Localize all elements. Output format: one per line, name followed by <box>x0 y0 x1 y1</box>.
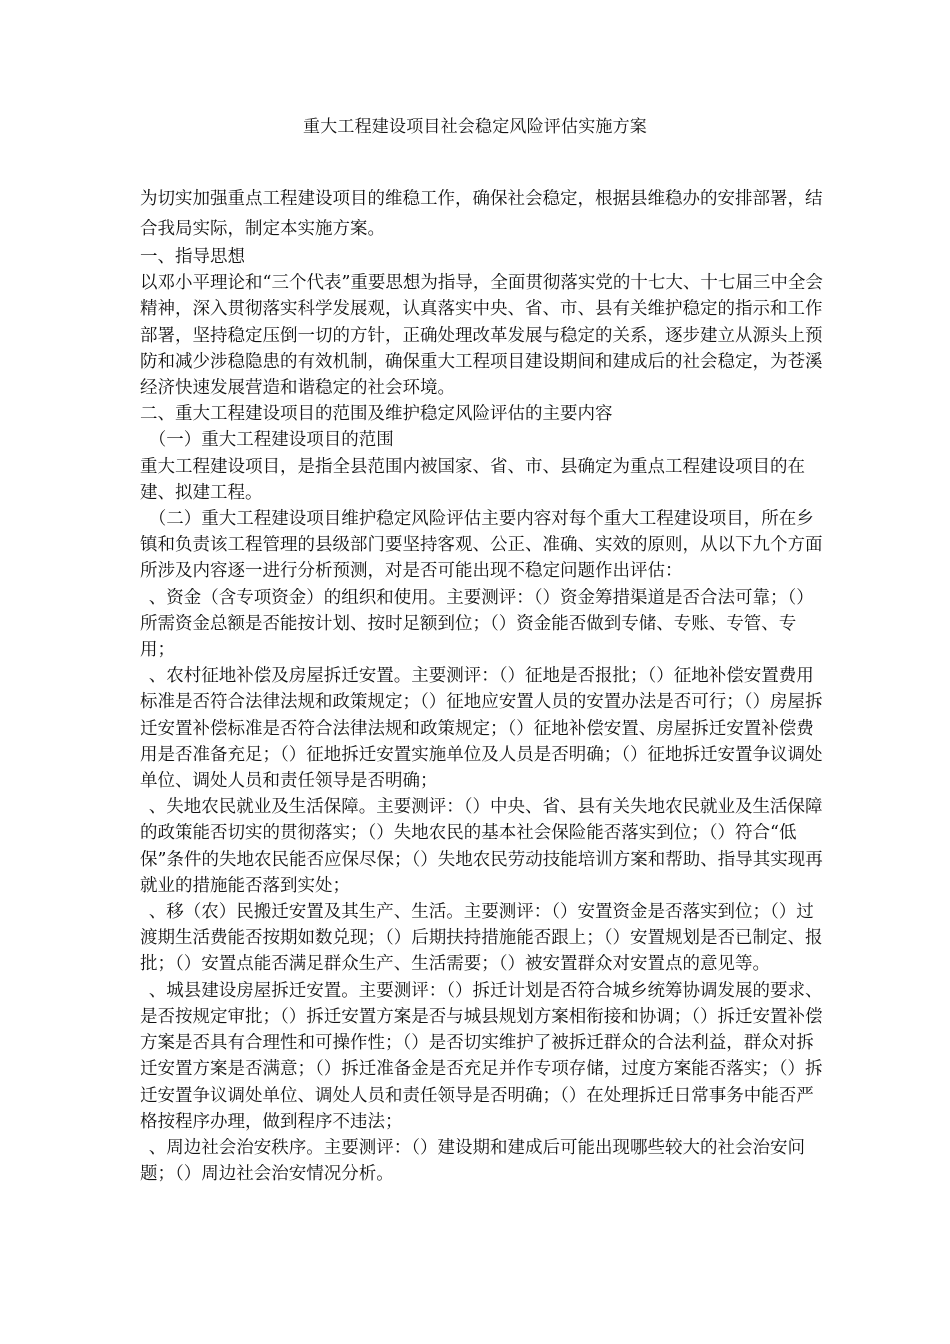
project-scope-paragraph: 重大工程建设项目，是指全县范围内被国家、省、市、县确定为重点工程建设项目的在建、拟建工程。 <box>140 456 805 503</box>
list-item-funds: 、资金（含专项资金）的组织和使用。主要测评：（）资金筹措渠道是否合法可靠；（）所需资金总额是否能按计划、按时足额到位；（）资金能否做到专储、专账、专管、专用； <box>140 587 814 661</box>
section-heading-scope-and-content: 二、重大工程建设项目的范围及维护稳定风险评估的主要内容 <box>140 404 613 425</box>
section-heading-guiding-ideology: 一、指导思想 <box>140 247 245 267</box>
list-item-landless-farmers: 、失地农民就业及生活保障。主要测评：（）中央、省、县有关失地农民就业及生活保障的政策能否切实的贯彻落实；（）失地农民的基本社会保险能否落实到位；（）符合“低保”条件的失地农民能否应保尽保；（）失地农民劳动技能培训方案和帮助、指导其实现再就业的措施能否落到实处； <box>140 797 823 896</box>
intro-paragraph: 为切实加强重点工程建设项目的维稳工作，确保社会稳定，根据县维稳办的安排部署，结合我局实际，制定本实施方案。 <box>140 189 823 239</box>
document-body <box>140 184 830 1187</box>
guiding-ideology-paragraph: 以邓小平理论和“三个代表”重要思想为指导，全面贯彻落实党的十七大、十七届三中全会精神，深入贯彻落实科学发展观，认真落实中央、省、市、县有关维护稳定的指示和工作部署，坚持稳定压倒一切的方针，正确处理改革发展与稳定的关系，逐步建立从源头上预防和减少涉稳隐患的有效机制，确保重大工程项目建设期间和建成后的社会稳定，为苍溪经济快速发展营造和谐稳定的社会环境。 <box>140 273 823 399</box>
assessment-content-paragraph: （二）重大工程建设项目维护稳定风险评估主要内容对每个重大工程建设项目，所在乡镇和负责该工程管理的县级部门要坚持客观、公正、准确、实效的原则，从以下九个方面所涉及内容逐一进行分析预测，对是否可能出现不稳定问题作出评估： <box>140 509 823 582</box>
list-item-public-security: 、周边社会治安秩序。主要测评：（）建设期和建成后可能出现哪些较大的社会治安问题；（）周边社会治安情况分析。 <box>140 1137 805 1185</box>
document-title: 重大工程建设项目社会稳定风险评估实施方案 <box>303 117 647 137</box>
subsection-heading-project-scope: （一）重大工程建设项目的范围 <box>148 430 394 451</box>
list-item-urban-demolition: 、城县建设房屋拆迁安置。主要测评：（）拆迁计划是否符合城乡统筹协调发展的要求、是否按规定审批；（）拆迁安置方案是否与城县规划方案相衔接和协调；（）拆迁安置补偿方案是否具有合理性和可操作性；（）是否切实维护了被拆迁群众的合法利益，群众对拆迁安置方案是否满意；（）拆迁准备金是否充足并作专项存储，过度方案能否落实；（）拆迁安置争议调处单位、调处人员和责任领导是否明确；（）在处理拆迁日常事务中能否严格按程序办理，做到程序不违法； <box>140 980 823 1132</box>
list-item-resettlement: 、移（农）民搬迁安置及其生产、生活。主要测评：（）安置资金是否落实到位；（）过渡期生活费能否按期如数兑现；（）后期扶持措施能否跟上；（）安置规划是否已制定、报批；（）安置点能否满足群众生产、生活需要；（）被安置群众对安置点的意见等。 <box>140 902 823 975</box>
list-item-land-acquisition: 、农村征地补偿及房屋拆迁安置。主要测评：（）征地是否报批；（）征地补偿安置费用标准是否符合法律法规和政策规定；（）征地应安置人员的安置办法是否可行；（）房屋拆迁安置补偿标准是否符合法律法规和政策规定；（）征地补偿安置、房屋拆迁安置补偿费用是否准备充足；（）征地拆迁安置实施单位及人员是否明确；（）征地拆迁安置争议调处单位、调处人员和责任领导是否明确； <box>140 666 823 792</box>
